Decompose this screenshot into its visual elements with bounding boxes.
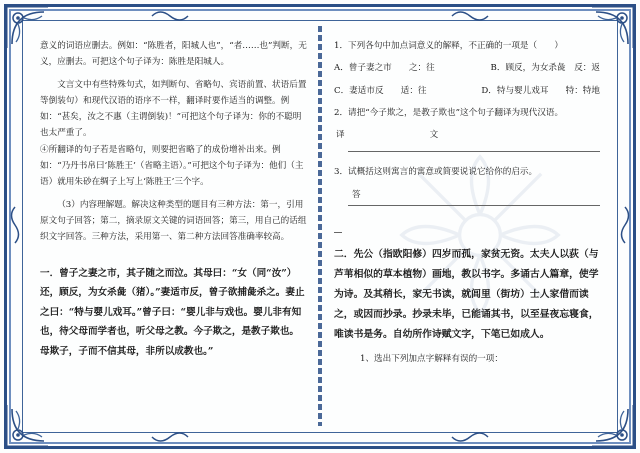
right-column <box>334 38 600 367</box>
passage-two: 二．先公（指欧阳修）四岁而孤，家贫无资。太夫人以荻（与芦苇相似的草本植物）画地，教以书字。多诵古人篇章，使学为诗。及其稍长，家无书读，就闾里（街坊）士人家借而读之，或因而抄录。抄录未毕，已能诵其书，以至昼夜忘寝食，唯读书是务。自幼所作诗赋文字，下笔已如成人。 <box>334 249 599 341</box>
options-row <box>334 83 600 99</box>
corner-ornament-icon <box>590 403 636 449</box>
option-b: B．顾反，为女杀彘 反：返 <box>490 63 600 74</box>
scroll-ornament-icon <box>150 8 190 24</box>
option-d: D．特与婴儿戏耳 特：特地 <box>481 85 600 96</box>
scroll-ornament-icon <box>450 429 490 445</box>
column-divider <box>318 26 322 426</box>
translation-label-a: 译 <box>336 130 345 141</box>
question-2: 2．请把“今子欺之，是教子欺也”这个句子翻译为现代汉语。 <box>334 107 564 118</box>
option-a: A．曾子妻之市 之：往 <box>334 63 435 74</box>
section-2-question-1: 1、选出下列加点字解释有误的一项： <box>360 354 503 365</box>
left-column <box>40 38 308 361</box>
option-c: C．妻适市反 适：往 <box>334 85 427 96</box>
method-paragraph: （3）内容理解题。解决这种类型的题目有三种方法：第一，引用原文句子回答；第二，摘录原文关键的词语回答；第三，用自己的话组织文字回答。三种方法，采用第一、第二种方法回答准确率较高。 <box>40 199 307 243</box>
answer-label: 答 <box>352 189 361 200</box>
scroll-ornament-icon <box>150 429 190 445</box>
question-1: 1．下列各句中加点词意义的解释，不正确的一项是（ ） <box>334 41 563 51</box>
method-paragraph: 文言文中有些特殊句式，如判断句、省略句、宾语前置、状语后置等倒装句）和现代汉语的语序不一样，翻译时要作适当的调整。例如：“甚矣，汝之不惠（主谓倒装)！”可把这个句子译为：你的不聪明也太严重了。 <box>40 79 307 139</box>
question-3: 3．试概括这则寓言的寓意或简要说说它给你的启示。 <box>334 167 538 178</box>
translation-labels <box>334 127 600 143</box>
options-row <box>334 60 600 76</box>
classical-passage: 一．曾子之妻之市，其子随之而泣。其母曰：“女（同“汝”）还，顾反，为女杀彘（猪）。”妻适市反，曾子欲捕彘杀之。妻止之曰：“特与婴儿戏耳。”曾子曰：“婴儿非与戏也。婴儿非有知也，待父母而学者也，听父母之教。今子欺之，是教子欺也。母欺子，子而不信其母，非所以成教也。” <box>40 267 305 357</box>
method-paragraph: ④所翻译的句子若是省略句，则要把省略了的成份增补出来。例如：“乃丹书帛曰‘陈胜王’（省略主语）。”可把这个句子译为：他们（主语）就用朱砂在绸子上写上‘陈胜王’三个字。 <box>40 144 304 188</box>
scroll-ornament-icon <box>618 205 632 245</box>
scroll-ornament-icon <box>450 8 490 24</box>
method-paragraph: 意义的词语应删去。例如：“陈胜者，阳城人也”，“者……也”判断，无义，应删去。可把这个句子译为：陈胜是阳城人。 <box>40 41 307 68</box>
scroll-ornament-icon <box>8 205 22 245</box>
corner-ornament-icon <box>4 403 50 449</box>
translation-label-b: 文 <box>429 130 439 141</box>
